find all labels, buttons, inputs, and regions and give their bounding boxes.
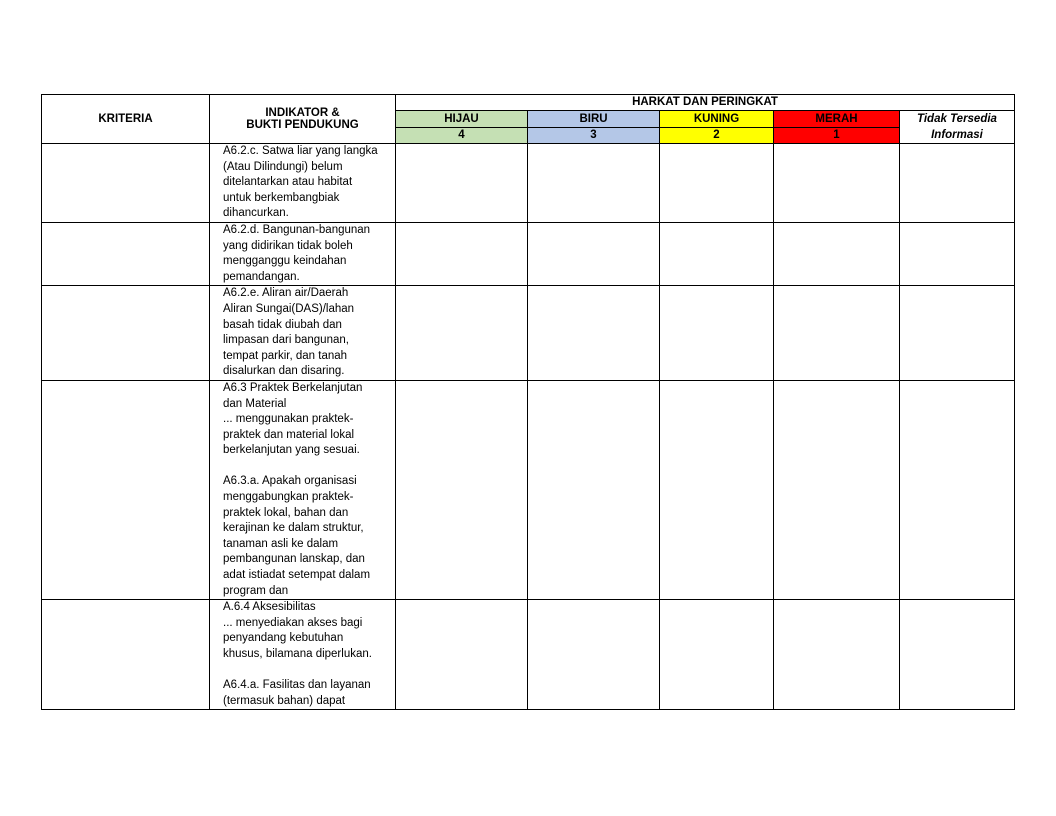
table-row (42, 286, 1015, 381)
indikator-cell: A6.2.d. Bangunan-bangunan yang didirikan tidak boleh mengganggu keindahan pemandangan. (210, 222, 396, 285)
kriteria-cell (42, 286, 210, 381)
indikator-cell: A.6.4 Aksesibilitas ... menyediakan akses bagi penyandang kebutuhan khusus, bilamana diperlukan. A6.4.a. Fasilitas dan layanan (termasuk bahan) dapat (210, 600, 396, 710)
score-cell-hijau[interactable] (396, 144, 528, 223)
level-kuning-label: KUNING (660, 111, 774, 128)
header-tidak-line1: Tidak Tersedia (917, 113, 997, 125)
score-cell-tidak-tersedia[interactable] (900, 600, 1015, 710)
table-row (42, 144, 1015, 223)
indikator-cell: A6.2.e. Aliran air/Daerah Aliran Sungai(DAS)/lahan basah tidak diubah dan limpasan dari bangunan, tempat parkir, dan tanah disalurkan dan disaring. (210, 286, 396, 381)
score-cell-merah[interactable] (774, 222, 900, 285)
score-cell-hijau[interactable] (396, 222, 528, 285)
score-cell-merah[interactable] (774, 144, 900, 223)
level-hijau-label: HIJAU (396, 111, 528, 128)
header-kriteria: KRITERIA (42, 95, 210, 144)
score-cell-biru[interactable] (528, 380, 660, 599)
score-cell-tidak-tersedia[interactable] (900, 144, 1015, 223)
table-row (42, 380, 1015, 599)
kriteria-cell (42, 380, 210, 599)
level-biru-score: 3 (528, 128, 660, 144)
score-cell-hijau[interactable] (396, 600, 528, 710)
score-cell-kuning[interactable] (660, 222, 774, 285)
header-tidak-tersedia (900, 111, 1015, 144)
header-tidak-line2: Informasi (931, 129, 983, 141)
level-merah-score: 1 (774, 128, 900, 144)
score-cell-merah[interactable] (774, 600, 900, 710)
header-indikator-line2: BUKTI PENDUKUNG (246, 119, 359, 131)
score-cell-kuning[interactable] (660, 380, 774, 599)
level-merah-label: MERAH (774, 111, 900, 128)
kriteria-cell (42, 600, 210, 710)
level-biru-label: BIRU (528, 111, 660, 128)
score-cell-hijau[interactable] (396, 286, 528, 381)
kriteria-cell (42, 222, 210, 285)
header-harkat: HARKAT DAN PERINGKAT (396, 95, 1015, 111)
header-indikator-line1: INDIKATOR & (265, 107, 340, 119)
score-cell-biru[interactable] (528, 600, 660, 710)
score-cell-biru[interactable] (528, 222, 660, 285)
score-cell-kuning[interactable] (660, 600, 774, 710)
score-cell-biru[interactable] (528, 144, 660, 223)
score-cell-tidak-tersedia[interactable] (900, 380, 1015, 599)
score-cell-merah[interactable] (774, 286, 900, 381)
level-hijau-score: 4 (396, 128, 528, 144)
score-cell-biru[interactable] (528, 286, 660, 381)
score-cell-kuning[interactable] (660, 144, 774, 223)
score-cell-merah[interactable] (774, 380, 900, 599)
indikator-cell: A6.2.c. Satwa liar yang langka (Atau Dilindungi) belum ditelantarkan atau habitat untuk berkembangbiak dihancurkan. (210, 144, 396, 223)
header-indikator (210, 95, 396, 144)
score-cell-tidak-tersedia[interactable] (900, 222, 1015, 285)
assessment-table (41, 94, 1015, 710)
indikator-cell: A6.3 Praktek Berkelanjutan dan Material ... menggunakan praktek- praktek dan material lokal berkelanjutan yang sesuai. A6.3.a. Apakah organisasi menggabungkan praktek- praktek lokal, bahan dan kerajinan ke dalam struktur, tanaman asli ke dalam pembangunan lanskap, dan adat istiadat setempat dalam program dan (210, 380, 396, 599)
score-cell-kuning[interactable] (660, 286, 774, 381)
table-row (42, 600, 1015, 710)
kriteria-cell (42, 144, 210, 223)
level-kuning-score: 2 (660, 128, 774, 144)
table-row (42, 222, 1015, 285)
score-cell-tidak-tersedia[interactable] (900, 286, 1015, 381)
score-cell-hijau[interactable] (396, 380, 528, 599)
